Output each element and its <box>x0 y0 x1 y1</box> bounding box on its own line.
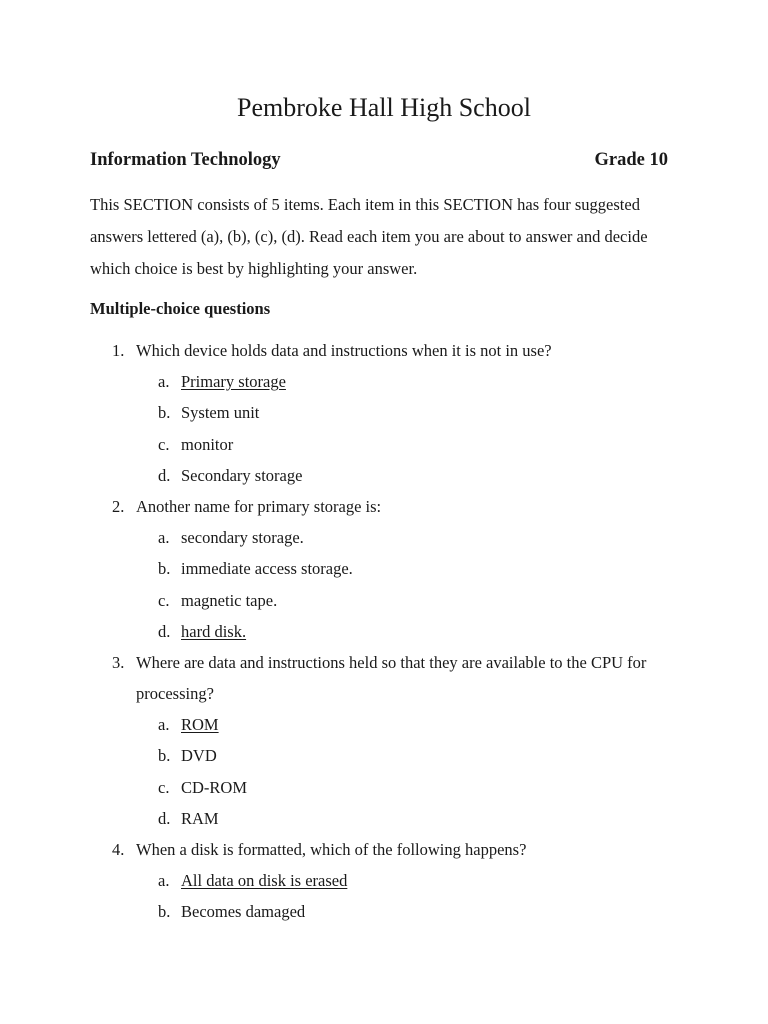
option-letter: a. <box>158 528 170 548</box>
selected-answer-text: All data on disk is erased <box>181 871 348 891</box>
answer-option[interactable] <box>0 429 768 460</box>
question-item <box>0 491 768 647</box>
question-number: 2. <box>112 496 125 516</box>
option-letter: a. <box>158 372 170 392</box>
answer-option[interactable] <box>0 397 768 428</box>
option-letter: b. <box>158 746 171 766</box>
option-text: Secondary storage <box>181 465 303 485</box>
answer-option[interactable] <box>0 709 768 740</box>
answer-option[interactable] <box>0 366 768 397</box>
question-number: 4. <box>112 840 125 860</box>
option-letter: d. <box>158 621 171 641</box>
option-letter: b. <box>158 559 171 579</box>
answer-option[interactable] <box>0 896 768 927</box>
question-number: 1. <box>112 341 125 360</box>
option-letter: b. <box>158 902 171 922</box>
option-letter: b. <box>158 403 171 423</box>
question-stem <box>0 834 768 865</box>
option-text: monitor <box>181 434 234 454</box>
question-number: 3. <box>112 652 125 672</box>
option-text: Becomes damaged <box>181 902 306 922</box>
selected-answer-text: Primary storage <box>181 372 286 392</box>
question-item <box>0 834 768 928</box>
question-item <box>0 335 768 491</box>
answer-option[interactable] <box>0 616 768 647</box>
option-letter: c. <box>158 777 170 797</box>
selected-answer-text: ROM <box>181 715 219 735</box>
subject-row <box>90 148 668 172</box>
question-text: Another name for primary storage is: <box>136 496 382 516</box>
question-stem <box>0 335 768 366</box>
question-item <box>0 647 768 834</box>
option-text: magnetic tape. <box>181 590 278 610</box>
option-letter: d. <box>158 808 171 828</box>
option-letter: a. <box>158 871 170 891</box>
answer-options <box>0 709 768 834</box>
option-text: CD-ROM <box>181 777 248 797</box>
option-letter: d. <box>158 465 171 485</box>
option-text: System unit <box>181 403 260 423</box>
question-list <box>0 335 768 928</box>
option-text: RAM <box>181 808 219 828</box>
answer-options <box>0 865 768 927</box>
option-text: secondary storage. <box>181 528 304 548</box>
answer-option[interactable] <box>0 460 768 491</box>
instructions-paragraph: This SECTION consists of 5 items. Each item in this SECTION has four suggested answers lettered (a), (b), (c), (d). Read each item you are about to answer and decide which choice is best by highlighting your answer. <box>90 195 648 278</box>
question-stem <box>0 647 768 709</box>
selected-answer-text: hard disk. <box>181 621 247 641</box>
question-text: Where are data and instructions held so that they are available to the CPU for processing? <box>136 652 647 704</box>
option-letter: a. <box>158 715 170 735</box>
question-stem <box>0 491 768 522</box>
subject-label: Information Technology <box>90 150 281 170</box>
option-letter: c. <box>158 590 170 610</box>
section-heading: Multiple-choice questions <box>90 299 271 318</box>
answer-options <box>0 366 768 491</box>
answer-option[interactable] <box>0 740 768 771</box>
answer-option[interactable] <box>0 585 768 616</box>
option-letter: c. <box>158 434 170 454</box>
answer-option[interactable] <box>0 522 768 553</box>
option-text: immediate access storage. <box>181 559 353 579</box>
school-title: Pembroke Hall High School <box>237 93 531 122</box>
answer-option[interactable] <box>0 772 768 803</box>
answer-option[interactable] <box>0 865 768 896</box>
option-text: DVD <box>181 746 217 766</box>
answer-option[interactable] <box>0 553 768 584</box>
question-text: When a disk is formatted, which of the following happens? <box>136 840 527 860</box>
answer-option[interactable] <box>0 803 768 834</box>
answer-options <box>0 522 768 647</box>
question-text: Which device holds data and instructions when it is not in use? <box>136 341 552 360</box>
grade-label: Grade 10 <box>594 150 668 170</box>
